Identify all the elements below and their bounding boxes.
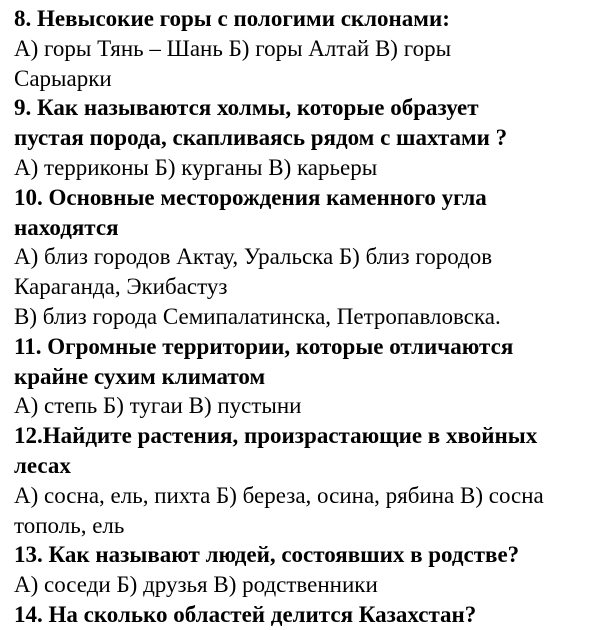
- answer-options: Караганда, Экибастуз: [14, 274, 228, 300]
- answer-options: А) близ городов Актау, Уральска Б) близ городов: [14, 244, 493, 270]
- question-text: лесах: [14, 452, 71, 478]
- question-block: [14, 332, 612, 421]
- question-text: 9. Как называются холмы, которые образует: [14, 95, 479, 121]
- quiz-document: [14, 4, 612, 630]
- answer-options: В) близ города Семипалатинска, Петропавловска.: [14, 303, 501, 329]
- question-text: крайне сухим климатом: [14, 363, 266, 389]
- answer-options: А) соседи Б) друзья В) родственники: [14, 572, 378, 598]
- question-block: [14, 421, 612, 540]
- question-text: 12.Найдите растения, произрастающие в хвойных: [14, 423, 538, 449]
- question-text: 13. Как называют людей, состоявших в родстве?: [14, 542, 520, 568]
- answer-options: А) горы Тянь – Шань Б) горы Алтай В) горы: [14, 35, 452, 61]
- question-text: 14. На сколько областей делится Казахстан?: [14, 601, 477, 627]
- question-block: [14, 93, 612, 182]
- question-block: [14, 600, 612, 630]
- question-text: пустая порода, скапливаясь рядом с шахтами ?: [14, 125, 508, 151]
- question-block: [14, 540, 612, 600]
- question-text: находятся: [14, 214, 119, 240]
- question-block: [14, 183, 612, 332]
- answer-options: тополь, ель: [14, 512, 125, 538]
- answer-options: А) сосна, ель, пихта Б) береза, осина, рябина В) сосна: [14, 482, 544, 508]
- question-text: 10. Основные месторождения каменного угла: [14, 184, 487, 210]
- answer-options: Сарыарки: [14, 65, 112, 91]
- question-block: [14, 4, 612, 93]
- answer-options: А) степь Б) тугаи В) пустыни: [14, 393, 302, 419]
- question-text: 8. Невысокие горы с пологими склонами:: [14, 6, 450, 31]
- answer-options: А) терриконы Б) курганы В) карьеры: [14, 154, 378, 180]
- question-text: 11. Огромные территории, которые отличаются: [14, 333, 514, 359]
